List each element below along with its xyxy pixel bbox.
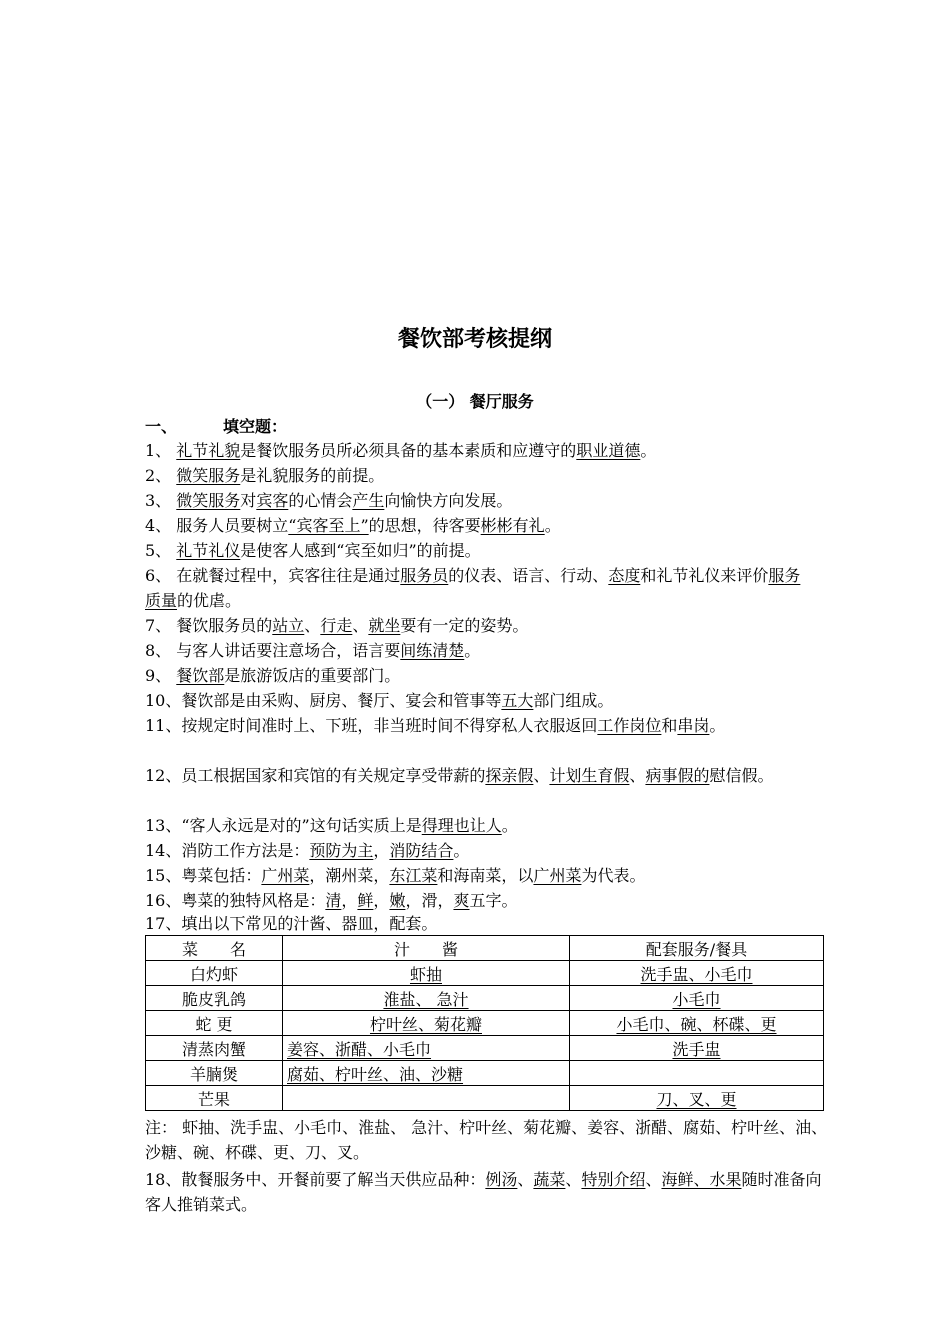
answer: “宾客至上” bbox=[288, 516, 369, 535]
answer: 服务质量 bbox=[145, 566, 801, 610]
question-12: 12、员工根据国家和宾馆的有关规定享受带薪的探亲假、计划生育假、病事假的慰信假。 bbox=[145, 766, 774, 785]
question-18: 18、散餐服务中、开餐前要了解当天供应品种：例汤、蔬菜、特别介绍、海鲜、水果随时准备向客人推销菜式。 bbox=[145, 1170, 822, 1214]
question-3: 3、 微笑服务对宾客的心情会产生向愉快方向发展。 bbox=[145, 491, 513, 510]
answer: 礼节礼仪 bbox=[176, 541, 241, 560]
question-7: 7、 餐饮服务员的站立、行走、就坐要有一定的姿势。 bbox=[145, 616, 529, 635]
answer: 服务员 bbox=[400, 566, 449, 585]
table-header: 配套服务/餐具 bbox=[570, 936, 824, 961]
answer: 餐饮部 bbox=[176, 666, 225, 685]
answer: 职业道德 bbox=[576, 441, 641, 460]
table-row bbox=[146, 1036, 824, 1061]
table-cell: 刀、叉、更 bbox=[570, 1086, 824, 1111]
answer: 广州菜 bbox=[533, 866, 582, 885]
question-4: 4、 服务人员要树立“宾客至上”的思想，待客要彬彬有礼。 bbox=[145, 516, 561, 535]
table-cell: 腐茹、柠叶丝、油、沙糖 bbox=[283, 1061, 570, 1086]
document-title: 餐饮部考核提纲 bbox=[397, 327, 552, 352]
question-15: 15、粤菜包括：广州菜，潮州菜，东江菜和海南菜，以广州菜为代表。 bbox=[145, 866, 646, 885]
answer: 预防为主 bbox=[309, 841, 374, 860]
answer: 鲜 bbox=[357, 891, 374, 910]
answer: 工作岗位 bbox=[597, 716, 662, 735]
table-cell: 姜容、浙醋、小毛巾 bbox=[283, 1036, 570, 1061]
section-heading bbox=[145, 414, 287, 437]
answer: 行走 bbox=[320, 616, 353, 635]
answer: 彬彬有礼 bbox=[480, 516, 545, 535]
section-number: 一、 bbox=[145, 417, 178, 436]
table-cell: 白灼虾 bbox=[146, 961, 283, 986]
question-8: 8、 与客人讲话要注意场合，语言要间练清楚。 bbox=[145, 641, 481, 660]
answer: 微笑服务 bbox=[176, 466, 241, 485]
question-9: 9、 餐饮部是旅游饭店的重要部门。 bbox=[145, 666, 401, 685]
answer: 广州菜 bbox=[261, 866, 310, 885]
answer: 得理也让人 bbox=[421, 816, 502, 835]
question-13: 13、“客人永远是对的”这句话实质上是得理也让人。 bbox=[145, 816, 518, 835]
answer: 消防结合 bbox=[389, 841, 454, 860]
answer: 嫩 bbox=[389, 891, 406, 910]
table-cell: 洗手盅、小毛巾 bbox=[570, 961, 824, 986]
question-16: 16、粤菜的独特风格是：清，鲜，嫩，滑，爽五字。 bbox=[145, 891, 518, 910]
answer: 串岗 bbox=[677, 716, 710, 735]
table-cell: 小毛巾 bbox=[570, 986, 824, 1011]
table-cell: 脆皮乳鸽 bbox=[146, 986, 283, 1011]
question-10: 10、餐饮部是由采购、厨房、餐厅、宴会和管事等五大部门组成。 bbox=[145, 691, 614, 710]
table-header: 汁 酱 bbox=[283, 936, 570, 961]
answer: 间练清楚 bbox=[400, 641, 465, 660]
table-row bbox=[146, 1061, 824, 1086]
sauce-table bbox=[145, 935, 824, 1111]
answer: 探亲假 bbox=[485, 766, 534, 785]
answer: 态度 bbox=[608, 566, 641, 585]
answer: 东江菜 bbox=[389, 866, 438, 885]
table-row bbox=[146, 986, 824, 1011]
table-row bbox=[146, 961, 824, 986]
question-5: 5、 礼节礼仪是使客人感到“宾至如归”的前提。 bbox=[145, 541, 481, 560]
table-cell: 洗手盅 bbox=[570, 1036, 824, 1061]
table-note: 注： 虾抽、洗手盅、小毛巾、淮盐、 急汁、柠叶丝、菊花瓣、姜容、浙醋、腐茹、柠叶丝、油、沙糖、碗、杯碟、更、刀、叉。 bbox=[145, 1118, 828, 1162]
answer: 宾客 bbox=[256, 491, 289, 510]
table-cell: 芒果 bbox=[146, 1086, 283, 1111]
table-header-row bbox=[146, 936, 824, 961]
answer: 就坐 bbox=[368, 616, 401, 635]
answer: 清 bbox=[325, 891, 342, 910]
table-cell: 羊腩煲 bbox=[146, 1061, 283, 1086]
section-label: 填空题： bbox=[223, 417, 288, 436]
question-17: 17、填出以下常见的汁酱、器皿，配套。 bbox=[145, 914, 438, 933]
question-14: 14、消防工作方法是：预防为主，消防结合。 bbox=[145, 841, 470, 860]
table-cell: 淮盐、 急汁 bbox=[283, 986, 570, 1011]
answer: 爽 bbox=[453, 891, 470, 910]
answer: 蔬菜 bbox=[533, 1170, 566, 1189]
question-6: 6、 在就餐过程中，宾客往往是通过服务员的仪表、语言、行动、态度和礼节礼仪来评价服务质量的优虐。 bbox=[145, 566, 801, 610]
answer: 产生 bbox=[352, 491, 385, 510]
answer: 病事假的 bbox=[645, 766, 710, 785]
table-cell: 清蒸肉蟹 bbox=[146, 1036, 283, 1061]
table-cell bbox=[283, 1086, 570, 1111]
answer: 特别介绍 bbox=[581, 1170, 646, 1189]
table-header: 菜 名 bbox=[146, 936, 283, 961]
section-subtitle: （一） 餐厅服务 bbox=[416, 392, 534, 411]
question-1: 1、 礼节礼貌是餐饮服务员所必须具备的基本素质和应遵守的职业道德。 bbox=[145, 441, 657, 460]
table-cell bbox=[570, 1061, 824, 1086]
table-cell: 蛇 更 bbox=[146, 1011, 283, 1036]
table-cell: 小毛巾、碗、杯碟、更 bbox=[570, 1011, 824, 1036]
answer: 计划生育假 bbox=[549, 766, 630, 785]
question-2: 2、 微笑服务是礼貌服务的前提。 bbox=[145, 466, 385, 485]
table-cell: 虾抽 bbox=[283, 961, 570, 986]
answer: 例汤 bbox=[485, 1170, 518, 1189]
answer: 礼节礼貌 bbox=[176, 441, 241, 460]
answer: 微笑服务 bbox=[176, 491, 241, 510]
answer: 站立 bbox=[272, 616, 305, 635]
table-row bbox=[146, 1086, 824, 1111]
answer: 五大 bbox=[501, 691, 534, 710]
table-cell: 柠叶丝、菊花瓣 bbox=[283, 1011, 570, 1036]
question-11: 11、按规定时间准时上、下班，非当班时间不得穿私人衣服返回工作岗位和串岗。 bbox=[145, 716, 726, 735]
answer: 海鲜、水果 bbox=[661, 1170, 742, 1189]
table-row bbox=[146, 1011, 824, 1036]
